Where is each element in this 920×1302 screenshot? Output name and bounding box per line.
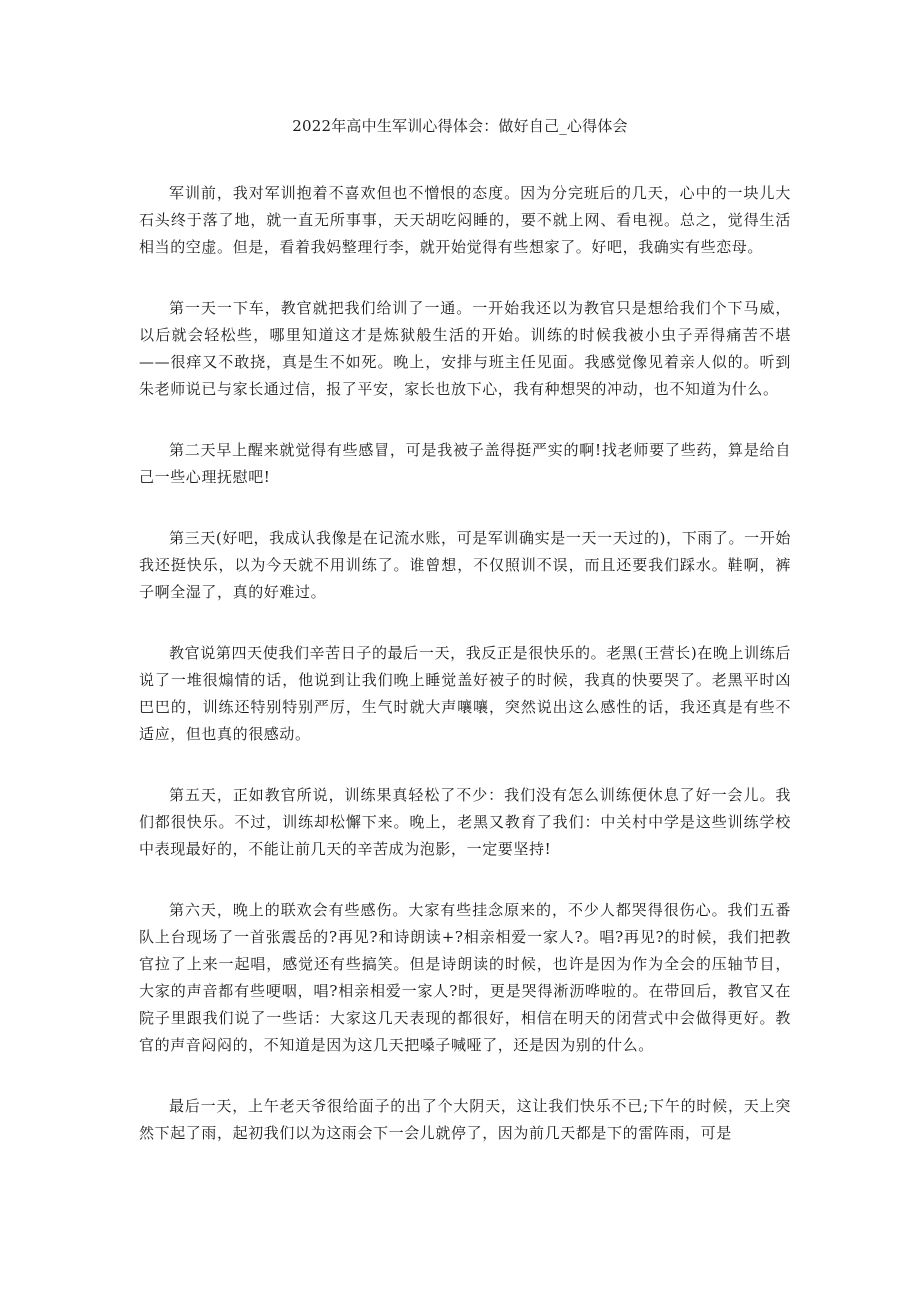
- paragraph: 第六天，晚上的联欢会有些感伤。大家有些挂念原来的，不少人都哭得很伤心。我们五番队上台现场了一首张震岳的?再见?和诗朗读+?相亲相爱一家人?。唱?再见?的时候，我们把教官拉了上来一起唱，感觉还有些搞笑。但是诗朗读的时候，也许是因为作为全会的压轴节目，大家的声音都有些哽咽，唱?相亲相爱一家人?时，更是哭得淅沥哗啦的。在带回后，教官又在院子里跟我们说了一些话：大家这几天表现的都很好，相信在明天的闭营式中会做得更好。教官的声音闷闷的，不知道是因为这几天把嗓子喊哑了，还是因为别的什么。: [139, 901, 791, 1054]
- paragraph: 军训前，我对军训抱着不喜欢但也不憎恨的态度。因为分完班后的几天，心中的一块儿大石头终于落了地，就一直无所事事，天天胡吃闷睡的，要不就上网、看电视。总之，觉得生活相当的空虚。但是，看着我妈整理行李，就开始觉得有些想家了。好吧，我确实有些恋母。: [139, 184, 791, 256]
- paragraph: 第一天一下车，教官就把我们给训了一通。一开始我还以为教官只是想给我们个下马威，以后就会轻松些，哪里知道这才是炼狱般生活的开始。训练的时候我被小虫子弄得痛苦不堪——很痒又不敢挠，真是生不如死。晚上，安排与班主任见面。我感觉像见着亲人似的。听到朱老师说已与家长通过信，报了平安，家长也放下心，我有种想哭的冲动，也不知道为什么。: [139, 299, 791, 398]
- paragraph: 第二天早上醒来就觉得有些感冒，可是我被子盖得挺严实的啊!找老师要了些药，算是给自己一些心理抚慰吧!: [139, 441, 791, 486]
- paragraph: 第三天(好吧，我成认我像是在记流水账，可是军训确实是一天一天过的)，下雨了。一开始我还挺快乐，以为今天就不用训练了。谁曾想，不仅照训不误，而且还要我们踩水。鞋啊，裤子啊全湿了，真的好难过。: [139, 529, 791, 601]
- document-title: 2022年高中生军训心得体会：做好自己_心得体会: [292, 117, 628, 135]
- paragraph: 最后一天，上午老天爷很给面子的出了个大阴天，这让我们快乐不已;下午的时候，天上突然下起了雨，起初我们以为这雨会下一会儿就停了，因为前几天都是下的雷阵雨，可是: [139, 1097, 791, 1142]
- paragraph: 第五天，正如教官所说，训练果真轻松了不少：我们没有怎么训练便休息了好一会儿。我们都很快乐。不过，训练却松懈下来。晚上，老黑又教育了我们：中关村中学是这些训练学校中表现最好的，不能让前几天的辛苦成为泡影，一定要坚持!: [139, 786, 791, 858]
- document-body: [139, 180, 791, 1181]
- paragraph: 教官说第四天使我们辛苦日子的最后一天，我反正是很快乐的。老黑(王营长)在晚上训练后说了一堆很煽情的话，他说到让我们晚上睡觉盖好被子的时候，我真的快要哭了。老黑平时凶巴巴的，训练还特别特别严厉，生气时就大声嚷嚷，突然说出这么感性的话，我还真是有些不适应，但也真的很感动。: [139, 644, 791, 743]
